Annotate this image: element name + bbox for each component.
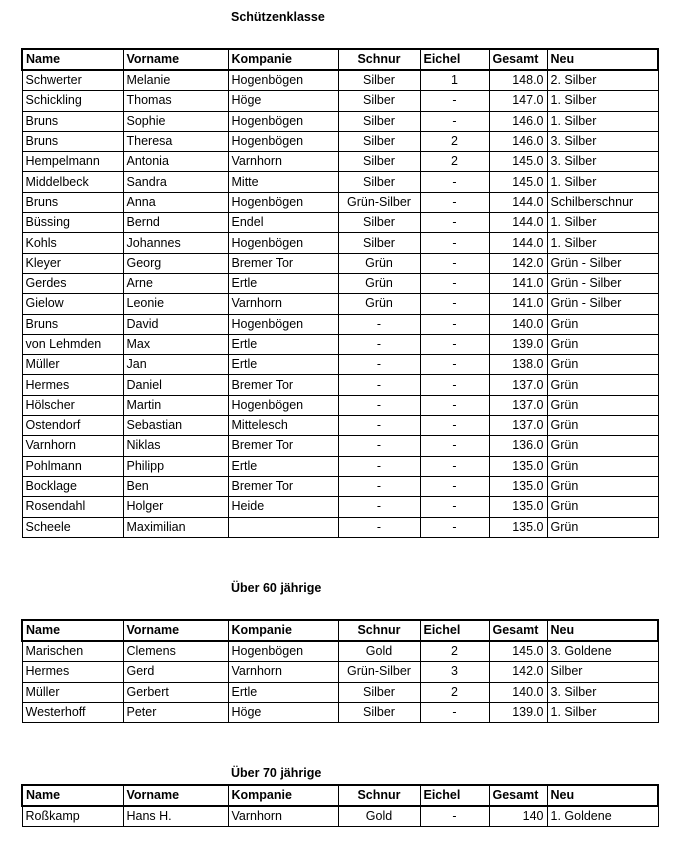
name-cell: Marischen [22, 641, 123, 662]
schnur-cell: - [338, 476, 420, 496]
vorname-cell: Philipp [123, 456, 228, 476]
schnur-cell: - [338, 355, 420, 375]
neu-cell: 3. Goldene [547, 641, 658, 662]
kompanie-cell: Hogenbögen [228, 70, 338, 91]
column-header-neu: Neu [547, 620, 658, 641]
table-row [22, 334, 658, 354]
name-cell: Westerhoff [22, 702, 123, 722]
schnur-cell: - [338, 314, 420, 334]
column-header-name: Name [22, 620, 123, 641]
kompanie-cell: Hogenbögen [228, 395, 338, 415]
vorname-cell: Gerbert [123, 682, 228, 702]
table-row [22, 456, 658, 476]
eichel-cell: 2 [420, 131, 489, 151]
neu-cell: Grün - Silber [547, 253, 658, 273]
gesamt-cell: 139.0 [489, 702, 547, 722]
table-row [22, 355, 658, 375]
column-header-neu: Neu [547, 785, 658, 806]
column-header-gesamt: Gesamt [489, 620, 547, 641]
neu-cell: Grün [547, 436, 658, 456]
eichel-cell: - [420, 416, 489, 436]
column-header-eichel: Eichel [420, 49, 489, 70]
kompanie-cell: Ertle [228, 456, 338, 476]
name-cell: Bruns [22, 131, 123, 151]
vorname-cell: Ben [123, 476, 228, 496]
name-cell: Kohls [22, 233, 123, 253]
schnur-cell: - [338, 416, 420, 436]
table-row [22, 172, 658, 192]
vorname-cell: Peter [123, 702, 228, 722]
schnur-cell: Grün [338, 253, 420, 273]
gesamt-cell: 135.0 [489, 476, 547, 496]
section-title: Über 60 jährige [231, 581, 322, 595]
eichel-cell: - [420, 476, 489, 496]
neu-cell: Grün [547, 517, 658, 537]
gesamt-cell: 135.0 [489, 517, 547, 537]
gesamt-cell: 138.0 [489, 355, 547, 375]
table-row [22, 682, 658, 702]
table-row [22, 70, 658, 91]
gesamt-cell: 148.0 [489, 70, 547, 91]
vorname-cell: Clemens [123, 641, 228, 662]
table-row [22, 517, 658, 537]
neu-cell: 3. Silber [547, 152, 658, 172]
column-header-name: Name [22, 49, 123, 70]
kompanie-cell: Ertle [228, 682, 338, 702]
column-header-vorname: Vorname [123, 785, 228, 806]
neu-cell: Grün - Silber [547, 294, 658, 314]
neu-cell: 3. Silber [547, 682, 658, 702]
name-cell: Hempelmann [22, 152, 123, 172]
name-cell: Büssing [22, 213, 123, 233]
kompanie-cell: Hogenbögen [228, 192, 338, 212]
name-cell: Rosendahl [22, 497, 123, 517]
table-row [22, 213, 658, 233]
kompanie-cell: Ertle [228, 355, 338, 375]
vorname-cell: Daniel [123, 375, 228, 395]
gesamt-cell: 142.0 [489, 662, 547, 682]
gesamt-cell: 145.0 [489, 641, 547, 662]
column-header-schnur: Schnur [338, 49, 420, 70]
schnur-cell: - [338, 456, 420, 476]
gesamt-cell: 140 [489, 806, 547, 827]
gesamt-cell: 137.0 [489, 395, 547, 415]
name-cell: Hermes [22, 662, 123, 682]
neu-cell: Grün [547, 416, 658, 436]
kompanie-cell: Varnhorn [228, 662, 338, 682]
table-row [22, 131, 658, 151]
table-row [22, 375, 658, 395]
vorname-cell: Jan [123, 355, 228, 375]
neu-cell: 1. Silber [547, 172, 658, 192]
kompanie-cell: Varnhorn [228, 294, 338, 314]
table-row [22, 152, 658, 172]
schnur-cell: Grün [338, 294, 420, 314]
name-cell: Bruns [22, 192, 123, 212]
header-row [22, 49, 658, 70]
gesamt-cell: 141.0 [489, 273, 547, 293]
name-cell: Scheele [22, 517, 123, 537]
eichel-cell: - [420, 517, 489, 537]
schnur-cell: - [338, 395, 420, 415]
schnur-cell: Silber [338, 172, 420, 192]
name-cell: Pohlmann [22, 456, 123, 476]
eichel-cell: - [420, 273, 489, 293]
schnur-cell: Silber [338, 702, 420, 722]
eichel-cell: - [420, 456, 489, 476]
vorname-cell: Maximilian [123, 517, 228, 537]
neu-cell: Grün [547, 395, 658, 415]
name-cell: Müller [22, 682, 123, 702]
table-row [22, 253, 658, 273]
schnur-cell: Silber [338, 70, 420, 91]
neu-cell: 1. Silber [547, 213, 658, 233]
gesamt-cell: 135.0 [489, 497, 547, 517]
name-cell: Gielow [22, 294, 123, 314]
column-header-kompanie: Kompanie [228, 785, 338, 806]
kompanie-cell: Varnhorn [228, 152, 338, 172]
vorname-cell: Sandra [123, 172, 228, 192]
vorname-cell: Arne [123, 273, 228, 293]
neu-cell: 2. Silber [547, 70, 658, 91]
neu-cell: Grün [547, 355, 658, 375]
vorname-cell: Sophie [123, 111, 228, 131]
neu-cell: 3. Silber [547, 131, 658, 151]
neu-cell: Grün [547, 375, 658, 395]
neu-cell: Grün [547, 497, 658, 517]
eichel-cell: - [420, 375, 489, 395]
schnur-cell: - [338, 436, 420, 456]
table-row [22, 192, 658, 212]
vorname-cell: Niklas [123, 436, 228, 456]
kompanie-cell: Hogenbögen [228, 641, 338, 662]
eichel-cell: - [420, 192, 489, 212]
table-row [22, 476, 658, 496]
eichel-cell: - [420, 702, 489, 722]
schnur-cell: Grün [338, 273, 420, 293]
gesamt-cell: 136.0 [489, 436, 547, 456]
eichel-cell: - [420, 497, 489, 517]
name-cell: Gerdes [22, 273, 123, 293]
vorname-cell: Antonia [123, 152, 228, 172]
header-row [22, 620, 658, 641]
kompanie-cell: Hogenbögen [228, 111, 338, 131]
schnur-cell: Silber [338, 111, 420, 131]
kompanie-cell [228, 517, 338, 537]
kompanie-cell: Hogenbögen [228, 314, 338, 334]
name-cell: Middelbeck [22, 172, 123, 192]
column-header-schnur: Schnur [338, 620, 420, 641]
kompanie-cell: Höge [228, 702, 338, 722]
kompanie-cell: Varnhorn [228, 806, 338, 827]
vorname-cell: Sebastian [123, 416, 228, 436]
kompanie-cell: Höge [228, 91, 338, 111]
gesamt-cell: 137.0 [489, 375, 547, 395]
neu-cell: 1. Silber [547, 233, 658, 253]
gesamt-cell: 140.0 [489, 314, 547, 334]
kompanie-cell: Endel [228, 213, 338, 233]
eichel-cell: - [420, 355, 489, 375]
column-header-neu: Neu [547, 49, 658, 70]
column-header-kompanie: Kompanie [228, 620, 338, 641]
header-row [22, 785, 658, 806]
eichel-cell: 1 [420, 70, 489, 91]
kompanie-cell: Heide [228, 497, 338, 517]
eichel-cell: 2 [420, 152, 489, 172]
eichel-cell: - [420, 806, 489, 827]
table-row [22, 273, 658, 293]
neu-cell: Grün [547, 334, 658, 354]
eichel-cell: - [420, 395, 489, 415]
schnur-cell: Gold [338, 641, 420, 662]
vorname-cell: Hans H. [123, 806, 228, 827]
gesamt-cell: 145.0 [489, 152, 547, 172]
name-cell: Roßkamp [22, 806, 123, 827]
name-cell: Bocklage [22, 476, 123, 496]
eichel-cell: 2 [420, 641, 489, 662]
section-title: Über 70 jährige [231, 766, 322, 780]
section-title: Schützenklasse [231, 10, 325, 24]
table-row [22, 416, 658, 436]
eichel-cell: - [420, 213, 489, 233]
schnur-cell: Silber [338, 213, 420, 233]
kompanie-cell: Bremer Tor [228, 436, 338, 456]
table-row [22, 702, 658, 722]
kompanie-cell: Mitte [228, 172, 338, 192]
schnur-cell: - [338, 375, 420, 395]
table-row [22, 497, 658, 517]
vorname-cell: Martin [123, 395, 228, 415]
kompanie-cell: Bremer Tor [228, 476, 338, 496]
eichel-cell: 3 [420, 662, 489, 682]
eichel-cell: - [420, 314, 489, 334]
schnur-cell: Silber [338, 152, 420, 172]
kompanie-cell: Hogenbögen [228, 233, 338, 253]
gesamt-cell: 142.0 [489, 253, 547, 273]
table-row [22, 806, 658, 827]
table-row [22, 395, 658, 415]
kompanie-cell: Bremer Tor [228, 375, 338, 395]
schnur-cell: Silber [338, 131, 420, 151]
neu-cell: Grün [547, 476, 658, 496]
vorname-cell: David [123, 314, 228, 334]
table-row [22, 662, 658, 682]
eichel-cell: 2 [420, 682, 489, 702]
neu-cell: 1. Silber [547, 91, 658, 111]
column-header-vorname: Vorname [123, 49, 228, 70]
eichel-cell: - [420, 111, 489, 131]
column-header-vorname: Vorname [123, 620, 228, 641]
schnur-cell: Silber [338, 91, 420, 111]
schnur-cell: - [338, 334, 420, 354]
eichel-cell: - [420, 294, 489, 314]
name-cell: Ostendorf [22, 416, 123, 436]
table-row [22, 233, 658, 253]
schnur-cell: Grün-Silber [338, 662, 420, 682]
schnur-cell: - [338, 517, 420, 537]
neu-cell: 1. Silber [547, 111, 658, 131]
eichel-cell: - [420, 172, 489, 192]
kompanie-cell: Mittelesch [228, 416, 338, 436]
results-table [21, 619, 659, 723]
vorname-cell: Leonie [123, 294, 228, 314]
column-header-gesamt: Gesamt [489, 785, 547, 806]
table-row [22, 91, 658, 111]
gesamt-cell: 139.0 [489, 334, 547, 354]
kompanie-cell: Hogenbögen [228, 131, 338, 151]
eichel-cell: - [420, 253, 489, 273]
gesamt-cell: 146.0 [489, 111, 547, 131]
table-row [22, 111, 658, 131]
gesamt-cell: 144.0 [489, 233, 547, 253]
name-cell: Bruns [22, 111, 123, 131]
name-cell: Schickling [22, 91, 123, 111]
neu-cell: Grün - Silber [547, 273, 658, 293]
vorname-cell: Anna [123, 192, 228, 212]
eichel-cell: - [420, 91, 489, 111]
column-header-name: Name [22, 785, 123, 806]
schnur-cell: Grün-Silber [338, 192, 420, 212]
column-header-kompanie: Kompanie [228, 49, 338, 70]
name-cell: von Lehmden [22, 334, 123, 354]
kompanie-cell: Ertle [228, 273, 338, 293]
column-header-gesamt: Gesamt [489, 49, 547, 70]
name-cell: Schwerter [22, 70, 123, 91]
table-row [22, 641, 658, 662]
gesamt-cell: 144.0 [489, 192, 547, 212]
column-header-eichel: Eichel [420, 620, 489, 641]
name-cell: Hermes [22, 375, 123, 395]
name-cell: Müller [22, 355, 123, 375]
neu-cell: Schilberschnur [547, 192, 658, 212]
neu-cell: Grün [547, 456, 658, 476]
neu-cell: Grün [547, 314, 658, 334]
gesamt-cell: 135.0 [489, 456, 547, 476]
name-cell: Hölscher [22, 395, 123, 415]
neu-cell: 1. Silber [547, 702, 658, 722]
vorname-cell: Georg [123, 253, 228, 273]
vorname-cell: Holger [123, 497, 228, 517]
results-table [21, 48, 659, 538]
eichel-cell: - [420, 334, 489, 354]
kompanie-cell: Ertle [228, 334, 338, 354]
gesamt-cell: 147.0 [489, 91, 547, 111]
gesamt-cell: 137.0 [489, 416, 547, 436]
vorname-cell: Thomas [123, 91, 228, 111]
kompanie-cell: Bremer Tor [228, 253, 338, 273]
gesamt-cell: 140.0 [489, 682, 547, 702]
gesamt-cell: 146.0 [489, 131, 547, 151]
vorname-cell: Johannes [123, 233, 228, 253]
schnur-cell: - [338, 497, 420, 517]
gesamt-cell: 144.0 [489, 213, 547, 233]
column-header-eichel: Eichel [420, 785, 489, 806]
neu-cell: Silber [547, 662, 658, 682]
table-row [22, 436, 658, 456]
neu-cell: 1. Goldene [547, 806, 658, 827]
vorname-cell: Max [123, 334, 228, 354]
schnur-cell: Gold [338, 806, 420, 827]
eichel-cell: - [420, 233, 489, 253]
vorname-cell: Gerd [123, 662, 228, 682]
table-row [22, 294, 658, 314]
vorname-cell: Theresa [123, 131, 228, 151]
eichel-cell: - [420, 436, 489, 456]
name-cell: Kleyer [22, 253, 123, 273]
vorname-cell: Melanie [123, 70, 228, 91]
gesamt-cell: 141.0 [489, 294, 547, 314]
column-header-schnur: Schnur [338, 785, 420, 806]
schnur-cell: Silber [338, 682, 420, 702]
table-row [22, 314, 658, 334]
vorname-cell: Bernd [123, 213, 228, 233]
results-table [21, 784, 659, 827]
name-cell: Bruns [22, 314, 123, 334]
name-cell: Varnhorn [22, 436, 123, 456]
schnur-cell: Silber [338, 233, 420, 253]
gesamt-cell: 145.0 [489, 172, 547, 192]
